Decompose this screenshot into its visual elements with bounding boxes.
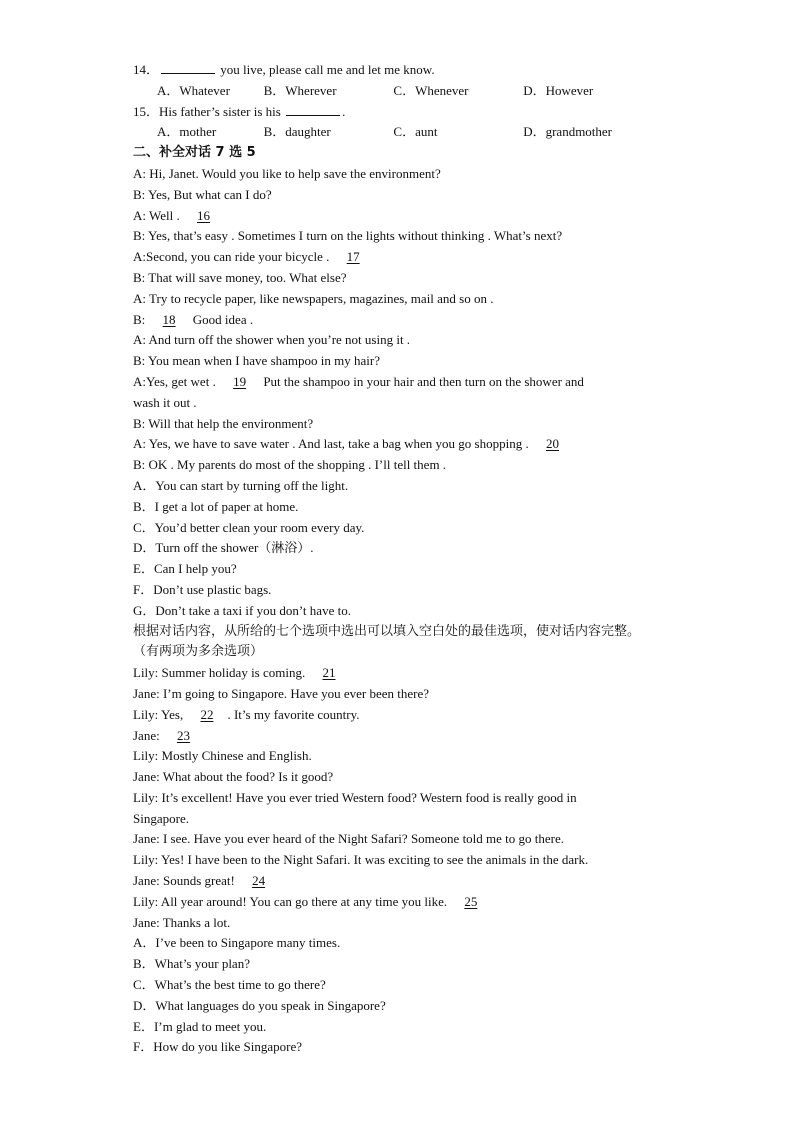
line-text: B: Yes, that’s easy . Sometimes I turn on the lights without thinking . What’s next? [133,228,563,244]
line-text-end: Put the shampoo in your hair and then turn on the shower and [260,373,584,389]
line-text: Jane: Thanks a lot. [133,914,231,930]
line-text: Jane: I’m going to Singapore. Have you ever been there? [133,685,430,701]
choice-option[interactable]: A．I’ve been to Singapore many times. [133,935,341,951]
choice-option[interactable]: F．How do you like Singapore? [133,1039,302,1055]
dialogue-line [133,372,653,393]
dialogue-line [133,892,653,913]
choice-option[interactable]: B．I get a lot of paper at home. [133,498,299,514]
option-a[interactable]: A．Whatever [157,82,230,98]
dialogue-line [133,767,653,788]
dialogue-line [133,414,653,435]
choice-option[interactable]: G．Don’t take a taxi if you don’t have to. [133,602,351,618]
line-text: A: Yes, we have to save water . And last, take a bag when you go shopping . [133,436,532,452]
question-number: 14． [133,62,160,77]
option-d[interactable]: D．However [523,82,594,98]
line-text: Lily: Yes, [133,706,187,722]
dialogue-1-end [133,414,653,476]
line-text: B: That will save money, too. What else? [133,269,347,285]
question-14 [133,60,653,81]
choice-option[interactable]: B．What’s your plan? [133,956,250,972]
dialogue-line [133,746,653,767]
choice-option[interactable]: E．Can I help you? [133,561,237,577]
line-text: Jane: Sounds great! [133,873,239,889]
line-text: B: [133,311,149,327]
question-text-end: . [342,103,346,119]
dialogue-line [133,247,653,268]
dialogue-line [133,850,653,871]
question-text: you live, please call me and let me know. [217,62,435,77]
dialogue-line [133,164,653,185]
line-text: A:Yes, get wet . [133,373,220,389]
dialogue-line [133,185,653,206]
question-number: 15． [133,103,160,119]
answer-blank-21[interactable]: 21 [322,665,336,681]
dialogue-line [133,788,653,809]
choice-list-2 [133,933,653,1058]
instruction-text: 根据对话内容，从所给的七个选项中选出可以填入空白处的最佳选项，使对话内容完整。 [133,623,641,639]
instruction-note: （有两项为多余选项） [133,644,264,660]
line-text-end: . It’s my favorite country. [227,706,360,722]
question-15-options [133,122,653,143]
document-content [133,60,653,1058]
choice-option[interactable]: A．You can start by turning off the light. [133,477,349,493]
line-text: A:Second, you can ride your bicycle . [133,249,333,265]
dialogue-line [133,268,653,289]
choice-list-1 [133,476,653,622]
line-text: A: And turn off the shower when you’re not using it . [133,332,411,348]
line-text: A: Try to recycle paper, like newspapers, magazines, mail and so on . [133,290,494,306]
dialogue-line [133,330,653,351]
line-text: Jane: What about the food? Is it good? [133,769,334,785]
line-text: Jane: [133,727,163,743]
option-d[interactable]: D．grandmother [523,124,613,140]
answer-blank-24[interactable]: 24 [252,873,266,889]
line-text-end: Good idea . [189,311,254,327]
question-15 [133,102,653,123]
choice-option[interactable]: F．Don’t use plastic bags. [133,581,272,597]
answer-blank-17[interactable]: 17 [346,249,360,265]
option-b[interactable]: B．daughter [263,124,331,140]
choice-option[interactable]: D．What languages do you speak in Singapore? [133,997,386,1013]
answer-blank-22[interactable]: 22 [200,706,214,722]
dialogue-line [133,455,653,476]
choice-option[interactable]: C．What’s the best time to go there? [133,977,326,993]
dialogue-line [133,809,653,830]
question-14-options [133,81,653,102]
dialogue-line [133,705,653,726]
answer-blank[interactable] [161,61,215,74]
line-text: Lily: It’s excellent! Have you ever tried Western food? Western food is really good in [133,789,577,805]
dialogue-line [133,289,653,310]
option-c[interactable]: C．Whenever [393,82,469,98]
line-text: Lily: Mostly Chinese and English. [133,748,312,764]
dialogue-line [133,913,653,934]
dialogue-line [133,351,653,372]
line-text: B: You mean when I have shampoo in my hair? [133,353,380,369]
choice-option[interactable]: E．I’m glad to meet you. [133,1018,267,1034]
answer-blank-23[interactable]: 23 [176,727,190,743]
dialogue-2 [133,663,653,933]
dialogue-line [133,726,653,747]
line-text: Singapore. [133,810,189,826]
option-a[interactable]: A．mother [157,124,217,140]
dialogue-line [133,829,653,850]
line-text: B: OK . My parents do most of the shopping . I’ll tell them . [133,457,447,473]
choice-option[interactable]: C．You’d better clean your room every day. [133,519,365,535]
line-text: Lily: Summer holiday is coming. [133,665,309,681]
dialogue-line [133,871,653,892]
question-text: His father’s sister is his [159,103,285,119]
line-text: Jane: I see. Have you ever heard of the Night Safari? Someone told me to go there. [133,831,565,847]
dialogue-1 [133,164,653,372]
dialogue-line [133,206,653,227]
option-b[interactable]: B．Wherever [263,82,337,98]
dialogue-line [133,310,653,331]
choice-option[interactable]: D．Turn off the shower（淋浴）. [133,540,314,556]
dialogue-line [133,434,653,455]
answer-blank[interactable] [286,103,340,116]
line-text: Lily: Yes! I have been to the Night Safari. It was exciting to see the animals in the dark. [133,852,589,868]
dialogue-line [133,684,653,705]
dialogue-line [133,226,653,247]
answer-blank-16[interactable]: 16 [197,207,210,223]
section-heading: 二、补全对话 7 选 5 [133,145,256,161]
line-text: Lily: All year around! You can go there at any time you like. [133,893,451,909]
line-text: B: Yes, But what can I do? [133,186,272,202]
line-text: B: Will that help the environment? [133,415,314,431]
answer-blank-25[interactable]: 25 [464,893,478,909]
line-text: A: Hi, Janet. Would you like to help save the environment? [133,165,441,181]
answer-blank-20[interactable]: 20 [545,436,559,452]
dialogue-line: wash it out . [133,394,197,410]
option-c[interactable]: C．aunt [393,124,438,140]
dialogue-line [133,663,653,684]
line-text: A: Well . [133,207,183,223]
answer-blank-19[interactable]: 19 [233,373,247,389]
answer-blank-18[interactable]: 18 [162,311,176,327]
